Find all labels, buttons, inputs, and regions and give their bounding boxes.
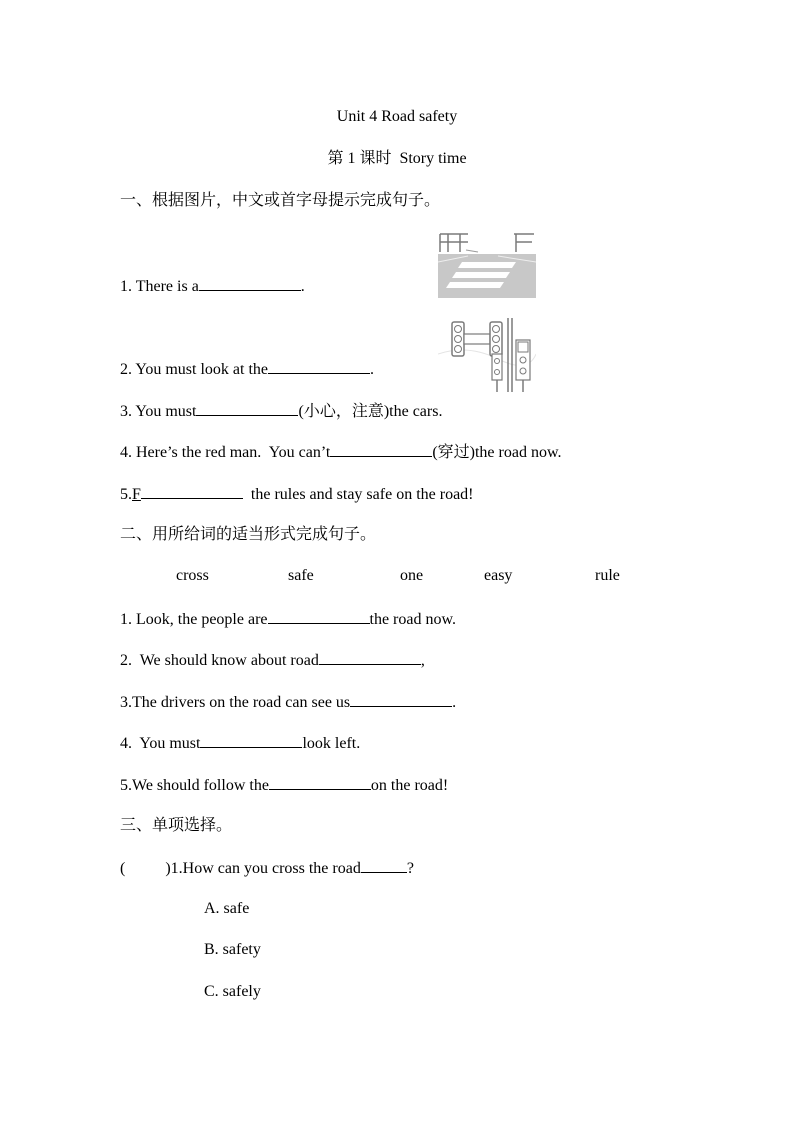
part2-item-2 [120, 648, 425, 672]
first-letter-hint: F [132, 486, 141, 503]
answer-blank[interactable] [350, 690, 452, 707]
part2-item-1-end: the road now. [369, 611, 456, 628]
traffic-light-picture-icon [438, 314, 536, 394]
option-b[interactable]: B. safety [204, 941, 261, 958]
part1-item-3 [120, 399, 442, 423]
answer-blank[interactable] [330, 440, 432, 457]
part2-item-4 [120, 731, 360, 755]
part2-item-3-text: 3.The drivers on the road can see us [120, 694, 351, 711]
word-bank-item: one [400, 567, 424, 584]
part2-item-2-text: 2. We should know about road [120, 652, 319, 669]
part2-item-3-end: . [452, 694, 457, 711]
part1-item-1-end: . [300, 278, 305, 295]
part2-item-1 [120, 607, 456, 631]
answer-blank[interactable] [361, 856, 407, 873]
crosswalk-picture-icon [438, 232, 536, 298]
word-bank-item: safe [288, 567, 314, 584]
part2-item-5-end: on the road! [370, 777, 449, 794]
part1-item-5-text: 5. [120, 486, 132, 503]
option-a[interactable]: A. safe [204, 900, 250, 917]
answer-blank[interactable] [196, 399, 298, 416]
answer-blank[interactable] [268, 357, 370, 374]
part1-item-2-end: . [370, 361, 375, 378]
part2-item-2-end: , [420, 652, 425, 669]
section-3-heading: 三、单项选择。 [120, 817, 233, 834]
part2-item-4-text: 4. You must [120, 735, 201, 752]
answer-blank[interactable] [200, 731, 302, 748]
part2-item-5-text: 5.We should follow the [120, 777, 269, 794]
part1-item-1-text: 1. There is a [120, 278, 199, 295]
page-subtitle: 第 1 课时 Story time [327, 150, 467, 167]
part2-item-5 [120, 773, 448, 797]
part1-item-2-text: 2. You must look at the [120, 361, 269, 378]
part1-item-5 [120, 482, 474, 506]
part2-item-1-text: 1. Look, the people are [120, 611, 268, 628]
part1-item-5-end: the rules and stay safe on the road! [242, 486, 474, 503]
answer-blank[interactable] [199, 274, 301, 291]
mc-question-text: 1.How can you cross the road [170, 860, 361, 877]
part1-item-4-text: 4. Here’s the red man. You can’t [120, 444, 331, 461]
part1-item-3-text: 3. You must [120, 403, 197, 420]
section-1-heading: 一、根据图片，中文或首字母提示完成句子。 [120, 192, 441, 209]
part1-item-1 [120, 274, 305, 298]
word-bank-item: rule [595, 567, 620, 584]
part2-item-4-end: look left. [302, 735, 361, 752]
answer-blank[interactable] [268, 607, 370, 624]
part1-item-3-end: (小心，注意)the cars. [298, 403, 443, 420]
option-c[interactable]: C. safely [204, 983, 261, 1000]
mc-question-end: ? [406, 860, 414, 877]
part1-item-4-end: (穿过)the road now. [432, 444, 562, 461]
part1-item-2 [120, 357, 374, 381]
answer-blank[interactable] [141, 482, 243, 499]
page-title: Unit 4 Road safety [336, 108, 458, 125]
part2-item-3 [120, 690, 456, 714]
answer-blank[interactable] [269, 773, 371, 790]
mc-question-1 [120, 856, 414, 880]
section-2-heading: 二、用所给词的适当形式完成句子。 [120, 526, 377, 543]
answer-blank[interactable] [319, 648, 421, 665]
word-bank-item: cross [176, 567, 209, 584]
answer-bracket[interactable]: ( ) [120, 860, 171, 877]
word-bank-item: easy [484, 567, 513, 584]
part1-item-4 [120, 440, 561, 464]
